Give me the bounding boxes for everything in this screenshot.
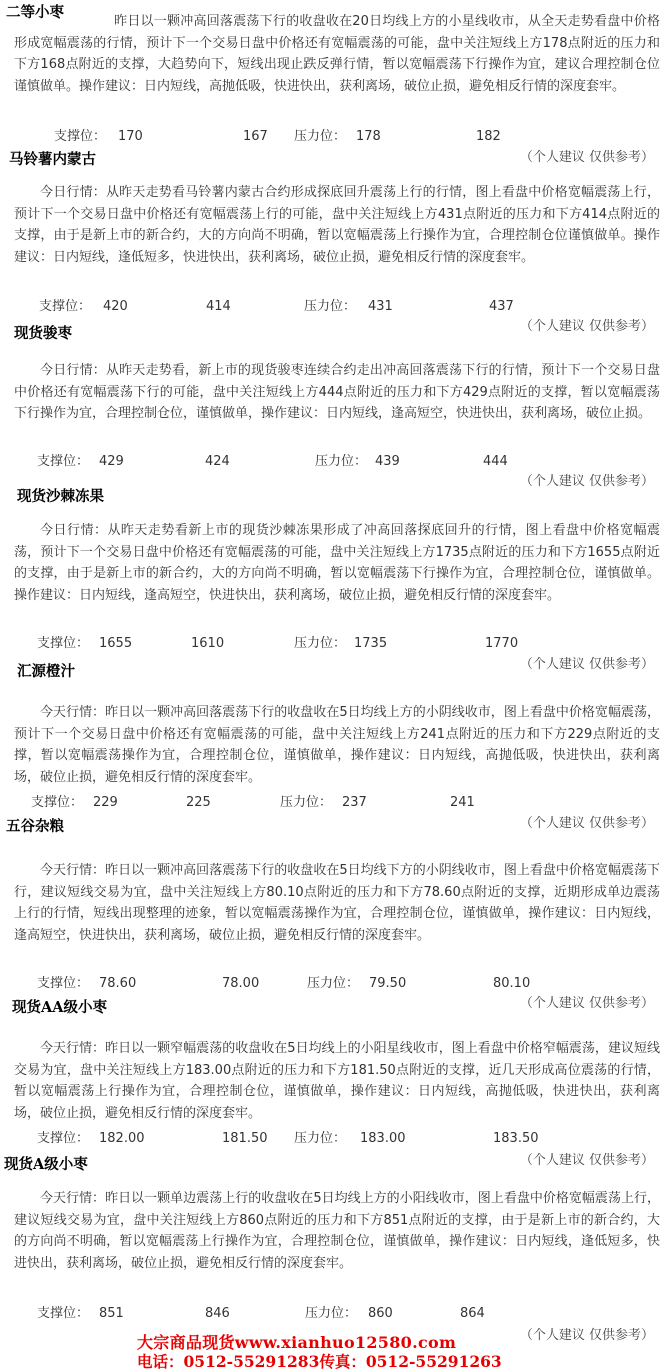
resistance-value-1: 183.00	[360, 1131, 406, 1146]
section-body: 今天行情：昨日以一颗冲高回落震荡下行的收盘收在5日均线下方的小阴线收市，图上看盘中价格宽幅震荡下行，建议短线交易为宜，盘中关注短线上方80.10点附近的压力和下方78.60点附近的支撑，近期形成单边震荡上行的行情，短线出现整理的迹象，暂以宽幅震荡操作为宜，合理控制仓位，谨慎做单，操作建议：日内短线，逢高短空，快进快出，获利离场，破位止损，避免相反行情的深度套牢。	[14, 863, 660, 943]
section-title: 现货A级小枣	[4, 1156, 88, 1173]
support-value-2: 225	[186, 795, 211, 810]
resistance-value-2: 444	[483, 454, 508, 469]
resistance-value-2: 864	[460, 1306, 485, 1321]
resistance-value-1: 860	[368, 1306, 393, 1321]
support-value-1: 1655	[99, 636, 133, 651]
footer-phone-fax: 电话：0512-55291283传真：0512-55291263	[137, 1352, 502, 1371]
support-value-2: 1610	[191, 636, 225, 651]
support-label: 支撑位：	[39, 299, 92, 314]
section-title: 现货AA级小枣	[12, 999, 108, 1016]
support-value-2: 181.50	[222, 1131, 268, 1146]
section-body: 昨日以一颗冲高回落震荡下行的收盘收在20日均线上方的小星线收市，从全天走势看盘中价格形成宽幅震荡的行情，预计下一个交易日盘中价格还有宽幅震荡的可能，盘中关注短线上方178点附近的压力和下方168点附近的支撑，大趋势向下，短线出现止跌反弹行情，暂以宽幅震荡下行操作为宜，建议合理控制仓位谨慎做单。操作建议：日内短线，高抛低吸，快进快出，获利离场，破位止损，避免相反行情的深度套牢。	[14, 14, 660, 94]
footer-website: 大宗商品现货www.xianhuo12580.com	[137, 1333, 457, 1352]
disclaimer-note: （个人建议 仅供参考）	[519, 150, 654, 165]
resistance-value-1: 439	[375, 454, 400, 469]
resistance-value-1: 1735	[354, 636, 388, 651]
resistance-value-2: 80.10	[493, 976, 531, 991]
resistance-label: 压力位：	[294, 636, 347, 651]
section-title: 马铃薯内蒙古	[9, 151, 96, 168]
support-label: 支撑位：	[37, 636, 90, 651]
section-title: 汇源橙汁	[17, 663, 75, 680]
support-label: 支撑位：	[37, 1131, 90, 1146]
section-body: 今日行情：从昨天走势看马铃薯内蒙古合约形成探底回升震荡上行的行情，图上看盘中价格宽幅震荡上行，预计下一个交易日盘中价格还有宽幅震荡上行的可能，盘中关注短线上方431点附近的压力和下方414点附近的支撑，由于是新上市的新合约，大的方向尚不明确，暂以宽幅震荡上行操作为宜，合理控制仓位谨慎做单。操作建议：日内短线，逢低短多，快进快出，获利离场，破位止损，避免相反行情的深度套牢。	[14, 185, 660, 265]
support-label: 支撑位：	[54, 129, 107, 144]
support-value-1: 851	[99, 1306, 124, 1321]
disclaimer-note: （个人建议 仅供参考）	[519, 319, 654, 334]
resistance-value-1: 178	[356, 129, 381, 144]
disclaimer-note: （个人建议 仅供参考）	[519, 1153, 654, 1168]
resistance-value-1: 79.50	[369, 976, 407, 991]
section-title: 二等小枣	[6, 4, 64, 21]
resistance-value-1: 431	[368, 299, 393, 314]
section-body: 今天行情：昨日以一颗窄幅震荡的收盘收在5日均线上的小阳星线收市，图上看盘中价格窄幅震荡，建议短线交易为宜，盘中关注短线上方183.00点附近的压力和下方181.50点附近的支撑，近几天形成高位震荡的行情，暂以宽幅震荡上行操作为宜，合理控制仓位，谨慎做单，操作建议：日内短线，高抛低吸，快进快出，获利离场，破位止损，避免相反行情的深度套牢。	[14, 1041, 660, 1121]
support-label: 支撑位：	[37, 1306, 90, 1321]
section-body: 今日行情：从昨天走势看新上市的现货沙棘冻果形成了冲高回落探底回升的行情，图上看盘中价格宽幅震荡，预计下一个交易日盘中价格还有宽幅震荡的可能，盘中关注短线上方1735点附近的压力和下方1655点附近的支撑，由于是新上市的新合约，大的方向尚不明确，暂以宽幅震荡下行操作为宜，合理控制仓位，谨慎做单。操作建议：日内短线，逢高短空，快进快出，获利离场，破位止损，避免相反行情的深度套牢。	[14, 523, 660, 603]
disclaimer-note: （个人建议 仅供参考）	[519, 816, 654, 831]
resistance-label: 压力位：	[304, 299, 357, 314]
footer-disclaimer-note: （个人建议 仅供参考）	[519, 1328, 654, 1343]
resistance-label: 压力位：	[307, 976, 360, 991]
resistance-value-2: 1770	[485, 636, 519, 651]
support-value-2: 424	[205, 454, 230, 469]
disclaimer-note: （个人建议 仅供参考）	[519, 996, 654, 1011]
resistance-label: 压力位：	[294, 1131, 347, 1146]
resistance-value-2: 437	[489, 299, 514, 314]
section-body: 今天行情：昨日以一颗冲高回落震荡下行的收盘收在5日均线上方的小阴线收市，图上看盘中价格宽幅震荡，预计下一个交易日盘中价格还有宽幅震荡的可能，盘中关注短线上方241点附近的压力和下方229点附近的支撑，暂以宽幅震荡操作为宜，合理控制仓位，谨慎做单，操作建议：日内短线，高抛低吸，快进快出，获利离场，破位止损，避免相反行情的深度套牢。	[14, 705, 660, 785]
resistance-label: 压力位：	[280, 795, 333, 810]
resistance-value-2: 241	[450, 795, 475, 810]
section-body: 今天行情：昨日以一颗单边震荡上行的收盘收在5日均线上方的小阳线收市，图上看盘中价格宽幅震荡上行，建议短线交易为宜，盘中关注短线上方860点附近的压力和下方851点附近的支撑，由于是新上市的新合约，大的方向尚不明确，暂以宽幅震荡上行操作为宜，合理控制仓位，谨慎做单，操作建议：日内短线，逢低短多，快进快出，获利离场，破位止损，避免相反行情的深度套牢。	[14, 1191, 660, 1271]
support-value-2: 167	[243, 129, 268, 144]
section-title: 五谷杂粮	[6, 818, 64, 835]
support-value-1: 78.60	[99, 976, 137, 991]
support-value-1: 420	[103, 299, 128, 314]
footer-contact	[137, 1330, 537, 1370]
support-value-1: 170	[118, 129, 143, 144]
section-body: 今日行情：从昨天走势看，新上市的现货骏枣连续合约走出冲高回落震荡下行的行情，预计下一个交易日盘中价格还有宽幅震荡下行的可能，盘中关注短线上方444点附近的压力和下方429点附近的支撑，暂以宽幅震荡下行操作为宜，合理控制仓位，谨慎做单，操作建议：日内短线，逢高短空，快进快出，获利离场，破位止损。	[14, 363, 660, 421]
support-value-1: 182.00	[99, 1131, 145, 1146]
resistance-value-2: 182	[476, 129, 501, 144]
resistance-label: 压力位：	[294, 129, 347, 144]
support-value-2: 78.00	[222, 976, 260, 991]
support-value-1: 429	[99, 454, 124, 469]
resistance-value-1: 237	[342, 795, 367, 810]
resistance-value-2: 183.50	[493, 1131, 539, 1146]
section-title: 现货骏枣	[14, 325, 72, 342]
support-label: 支撑位：	[31, 795, 84, 810]
section-title: 现货沙棘冻果	[17, 488, 104, 505]
resistance-label: 压力位：	[305, 1306, 358, 1321]
support-label: 支撑位：	[37, 454, 90, 469]
support-label: 支撑位：	[37, 976, 90, 991]
support-value-1: 229	[93, 795, 118, 810]
disclaimer-note: （个人建议 仅供参考）	[519, 657, 654, 672]
support-value-2: 846	[205, 1306, 230, 1321]
disclaimer-note: （个人建议 仅供参考）	[519, 474, 654, 489]
resistance-label: 压力位：	[315, 454, 368, 469]
support-value-2: 414	[206, 299, 231, 314]
